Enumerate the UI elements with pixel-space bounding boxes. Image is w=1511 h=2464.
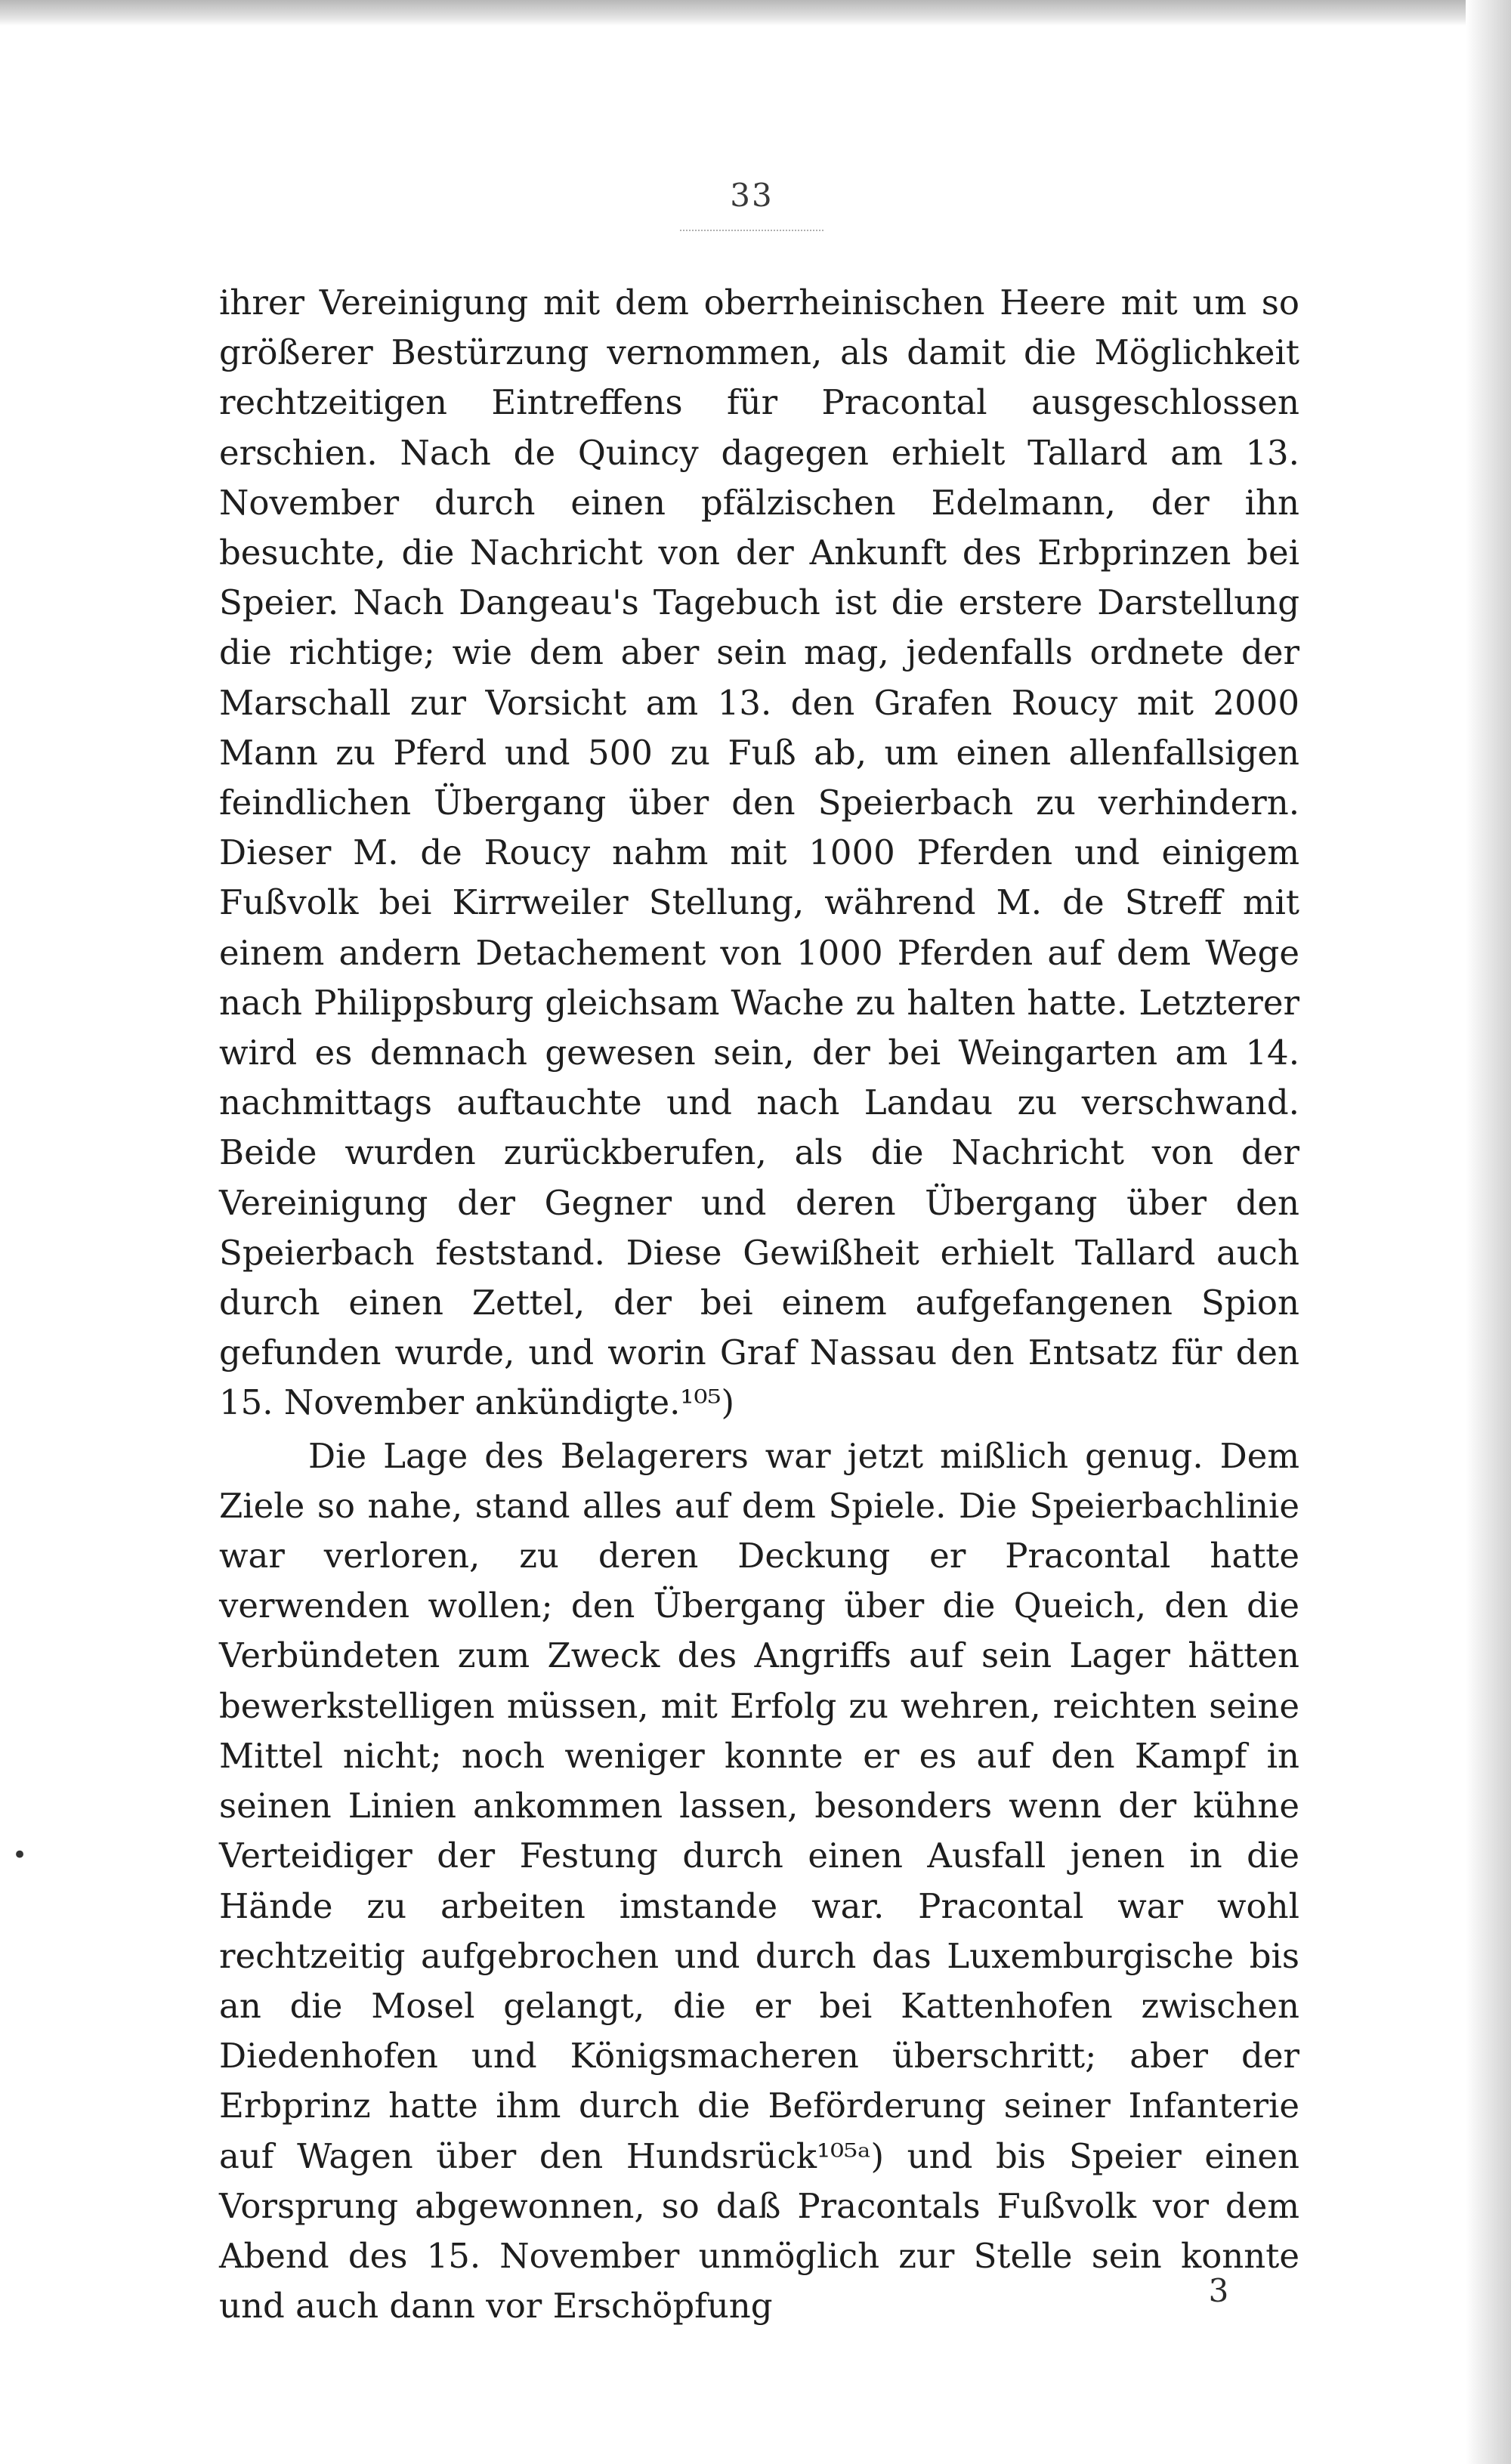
margin-mark: •	[12, 1840, 28, 1870]
paragraph-1: ihrer Vereinigung mit dem oberrheinischen Heere mit um so größerer Bestürzung vernommen, als damit die Möglichkeit rechtzeitigen Eintreffens für Pracontal ausgeschlossen erschien. Nach de Quincy dagegen erhielt Tallard am 13. November durch einen pfälzischen Edelmann, der ihn besuchte, die Nachricht von der Ankunft des Erbprinzen bei Speier. Nach Dangeau's Tagebuch ist die erstere Darstellung die richtige; wie dem aber sein mag, jedenfalls ordnete der Marschall zur Vorsicht am 13. den Grafen Roucy mit 2000 Mann zu Pferd und 500 zu Fuß ab, um einen allenfallsigen feindlichen Übergang über den Speierbach zu verhindern. Dieser M. de Roucy nahm mit 1000 Pferden und einigem Fußvolk bei Kirrweiler Stellung, während M. de Streff mit einem andern Detachement von 1000 Pferden auf dem Wege nach Philippsburg gleichsam Wache zu halten hatte. Letzterer wird es demnach gewesen sein, der bei Weingarten am 14. nachmittags auftauchte und nach Landau zu verschwand. Beide wurden zurückberufen, als die Nachricht von der Vereinigung der Gegner und deren Übergang über den Speierbach feststand. Diese Gewißheit erhielt Tallard auch durch einen Zettel, der bei einem aufgefangenen Spion gefunden wurde, und worin Graf Nassau den Entsatz für den 15. November ankündigte.¹⁰⁵)	[219, 283, 1299, 1423]
signature-mark: 3	[1208, 2272, 1229, 2309]
page-number-rule	[680, 230, 823, 231]
paragraph-2: Die Lage des Belagerers war jetzt mißlich genug. Dem Ziele so nahe, stand alles auf dem Spiele. Die Speierbachlinie war verloren, zu deren Deckung er Pracontal hatte verwenden wollen; den Übergang über die Queich, den die Verbündeten zum Zweck des Angriffs auf sein Lager hätten bewerkstelligen müssen, mit Erfolg zu wehren, reichten seine Mittel nicht; noch weniger konnte er es auf den Kampf in seinen Linien ankommen lassen, besonders wenn der kühne Verteidiger der Festung durch einen Ausfall jenen in die Hände zu arbeiten imstande war. Pracontal war wohl rechtzeitig aufgebrochen und durch das Luxemburgische bis an die Mosel gelangt, die er bei Kattenhofen zwischen Diedenhofen und Königsmacheren überschritt; aber der Erbprinz hatte ihm durch die Beförderung seiner Infanterie auf Wagen über den Hundsrück¹⁰⁵ᵃ) und bis Speier einen Vorsprung abgewonnen, so daß Pracontals Fußvolk vor dem Abend des 15. November unmöglich zur Stelle sein konnte und auch dann vor Erschöpfung	[219, 1435, 1299, 2327]
page-number: 33	[730, 177, 774, 214]
body-text	[219, 278, 1299, 2331]
